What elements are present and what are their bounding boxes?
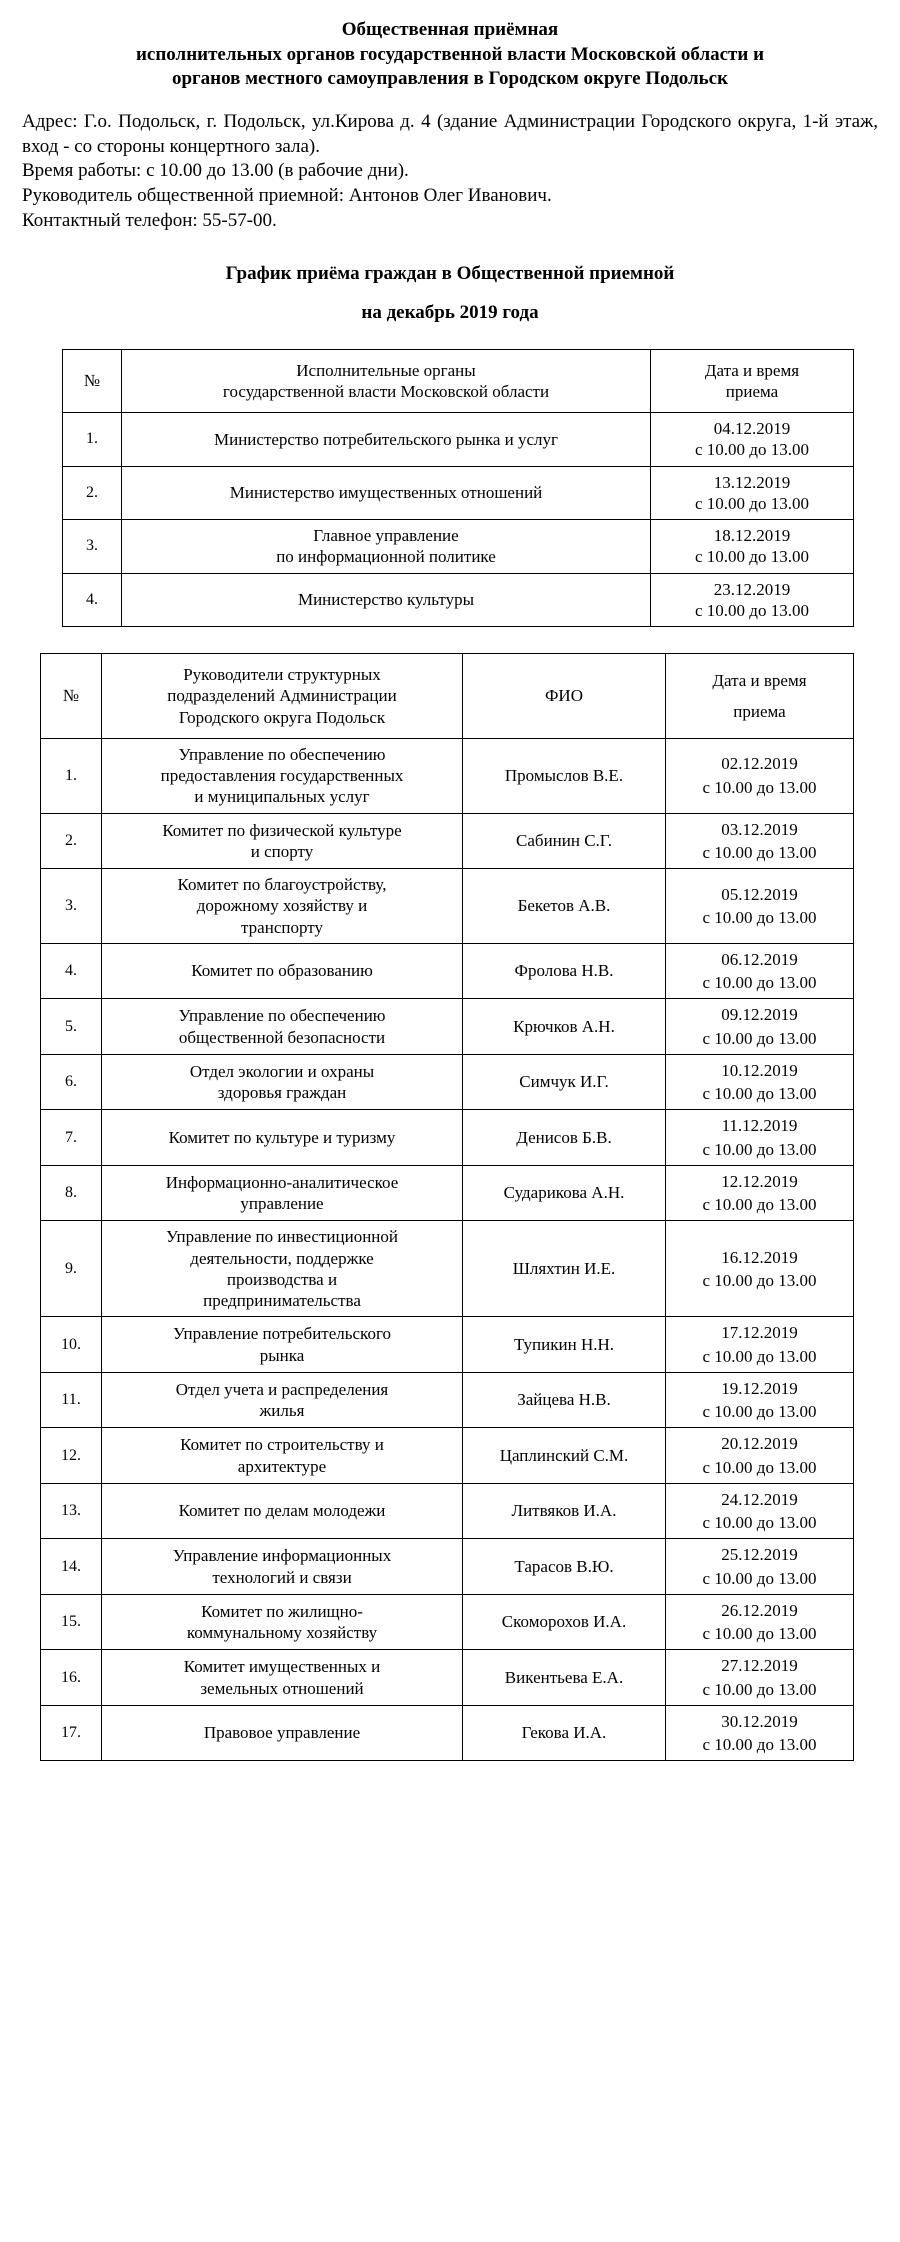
- row-department-line: Управление информационных: [172, 1546, 392, 1566]
- row-department: [102, 1317, 463, 1373]
- row-time: с 10.00 до 13.00: [695, 547, 809, 567]
- row-date-time: [666, 1594, 854, 1650]
- table-header-row: [63, 349, 854, 413]
- row-date: 13.12.2019: [713, 472, 791, 492]
- row-department-line: Комитет по образованию: [191, 961, 373, 981]
- row-date: 02.12.2019: [721, 754, 798, 774]
- row-department: [102, 1650, 463, 1706]
- table-row: [41, 1054, 854, 1110]
- row-date: 20.12.2019: [721, 1434, 798, 1454]
- row-date: 27.12.2019: [721, 1656, 798, 1676]
- row-number: 13.: [41, 1483, 102, 1539]
- row-number: 3.: [41, 869, 102, 944]
- table-row: [41, 1483, 854, 1539]
- row-organization-line: Главное управление: [313, 526, 459, 546]
- row-date-time: [666, 1372, 854, 1428]
- row-organization-line: Министерство имущественных отношений: [229, 483, 543, 503]
- header-department-line-2: подразделений Администрации: [167, 686, 397, 706]
- row-date: 24.12.2019: [721, 1489, 798, 1509]
- row-fio: Викентьева Е.А.: [463, 1650, 666, 1706]
- row-time: с 10.00 до 13.00: [695, 493, 809, 513]
- row-fio: Шляхтин И.Е.: [463, 1221, 666, 1317]
- row-date-time: [651, 413, 854, 467]
- row-date: 05.12.2019: [721, 884, 798, 904]
- row-fio: Денисов Б.В.: [463, 1110, 666, 1166]
- table-row: [41, 869, 854, 944]
- row-fio: Зайцева Н.В.: [463, 1372, 666, 1428]
- table-row: [63, 573, 854, 627]
- row-department: [102, 869, 463, 944]
- row-date-time: [666, 943, 854, 999]
- row-department-line: производства и: [226, 1269, 338, 1289]
- row-department: [102, 999, 463, 1055]
- row-number: 11.: [41, 1372, 102, 1428]
- row-time: с 10.00 до 13.00: [702, 1624, 817, 1644]
- row-fio: Тарасов В.Ю.: [463, 1539, 666, 1595]
- row-department-line: Комитет по делам молодежи: [178, 1501, 386, 1521]
- header-date-time: [651, 349, 854, 413]
- row-department: [102, 738, 463, 813]
- schedule-heading-main: График приёма граждан в Общественной приемной: [225, 262, 675, 284]
- row-time: с 10.00 до 13.00: [702, 777, 817, 797]
- row-number: 5.: [41, 999, 102, 1055]
- row-department: [102, 1110, 463, 1166]
- table-row: [41, 738, 854, 813]
- row-department-line: рынка: [259, 1345, 305, 1365]
- row-time: с 10.00 до 13.00: [702, 1195, 817, 1215]
- row-date: 04.12.2019: [713, 419, 791, 439]
- row-department: [102, 1705, 463, 1761]
- row-number: 7.: [41, 1110, 102, 1166]
- row-time: с 10.00 до 13.00: [702, 1402, 817, 1422]
- row-date-time: [666, 1317, 854, 1373]
- table-row: [41, 1428, 854, 1484]
- row-time: с 10.00 до 13.00: [702, 842, 817, 862]
- table-row: [41, 1372, 854, 1428]
- table-departments-wrapper: [22, 653, 878, 1761]
- header-date-line-2: приема: [733, 701, 786, 721]
- row-department-line: дорожному хозяйству и: [196, 896, 368, 916]
- row-department-line: Комитет по строительству и: [180, 1435, 384, 1455]
- row-fio: Гекова И.А.: [463, 1705, 666, 1761]
- page-title: [22, 18, 878, 92]
- row-fio: Литвяков И.А.: [463, 1483, 666, 1539]
- header-department: [102, 654, 463, 739]
- row-department-line: Комитет по физической культуре: [162, 820, 402, 840]
- row-number: 12.: [41, 1428, 102, 1484]
- row-department-line: земельных отношений: [200, 1678, 364, 1698]
- row-department-line: здоровья граждан: [217, 1083, 347, 1103]
- row-number: 9.: [41, 1221, 102, 1317]
- row-date: 03.12.2019: [721, 819, 798, 839]
- row-date-time: [666, 1650, 854, 1706]
- page-title-line-1: Общественная приёмная: [341, 19, 559, 40]
- row-fio: Сударикова А.Н.: [463, 1165, 666, 1221]
- row-date: 06.12.2019: [721, 949, 798, 969]
- schedule-heading: [22, 260, 878, 327]
- row-date-time: [666, 1539, 854, 1595]
- row-date-time: [666, 1483, 854, 1539]
- work-hours-text: Время работы: с 10.00 до 13.00 (в рабочие дни).: [22, 160, 409, 182]
- row-department-line: Отдел экологии и охраны: [189, 1061, 375, 1081]
- row-department: [102, 1594, 463, 1650]
- row-department-line: Комитет по жилищно-: [201, 1601, 363, 1621]
- row-time: с 10.00 до 13.00: [702, 973, 817, 993]
- row-fio: Фролова Н.В.: [463, 943, 666, 999]
- row-department-line: Комитет по культуре и туризму: [168, 1127, 396, 1147]
- row-date: 11.12.2019: [721, 1116, 798, 1136]
- row-time: с 10.00 до 13.00: [702, 1270, 817, 1290]
- row-organization-line: по информационной политике: [276, 547, 496, 567]
- table-row: [41, 1705, 854, 1761]
- row-department-line: технологий и связи: [212, 1567, 352, 1587]
- row-department-line: Комитет по благоустройству,: [177, 875, 387, 895]
- row-department-line: транспорту: [241, 917, 323, 937]
- table-row: [41, 1165, 854, 1221]
- table-state-bodies: [62, 349, 854, 628]
- row-department-line: Комитет имущественных и: [183, 1657, 381, 1677]
- header-department-line-1: Руководители структурных: [183, 665, 381, 685]
- table-state-bodies-wrapper: [22, 349, 878, 628]
- address-text: Адрес: Г.о. Подольск, г. Подольск, ул.Кирова д. 4 (здание Администрации Городского округа, 1-й этаж, вход - со стороны концертного зала).: [22, 111, 878, 157]
- row-fio: Крючков А.Н.: [463, 999, 666, 1055]
- row-time: с 10.00 до 13.00: [702, 1028, 817, 1048]
- row-department: [102, 1054, 463, 1110]
- row-time: с 10.00 до 13.00: [702, 1735, 817, 1755]
- table-departments-header: [41, 654, 854, 739]
- contact-phone-text: Контактный телефон: 55-57-00.: [22, 209, 277, 231]
- row-organization: [122, 413, 651, 467]
- header-number: №: [41, 654, 102, 739]
- row-fio: Бекетов А.В.: [463, 869, 666, 944]
- row-date-time: [666, 738, 854, 813]
- row-number: 6.: [41, 1054, 102, 1110]
- table-row: [41, 1650, 854, 1706]
- row-organization: [122, 573, 651, 627]
- table-row: [41, 1539, 854, 1595]
- row-department: [102, 1221, 463, 1317]
- row-department-line: Управление по обеспечению: [178, 744, 386, 764]
- table-row: [41, 1317, 854, 1373]
- row-date-time: [666, 1165, 854, 1221]
- row-time: с 10.00 до 13.00: [702, 907, 817, 927]
- row-date-time: [651, 520, 854, 574]
- row-department-line: коммунальному хозяйству: [186, 1623, 378, 1643]
- row-department-line: архитектуре: [237, 1456, 327, 1476]
- row-date-time: [666, 1110, 854, 1166]
- row-department-line: Правовое управление: [203, 1723, 361, 1743]
- row-date-time: [651, 466, 854, 520]
- header-date-line-1: Дата и время: [704, 360, 800, 380]
- row-date-time: [666, 813, 854, 869]
- row-department-line: деятельности, поддержке: [190, 1248, 374, 1268]
- row-date: 18.12.2019: [713, 526, 791, 546]
- row-fio: Симчук И.Г.: [463, 1054, 666, 1110]
- row-time: с 10.00 до 13.00: [702, 1568, 817, 1588]
- row-organization: [122, 520, 651, 574]
- row-department-line: предпринимательства: [203, 1291, 361, 1311]
- header-date-line-1: Дата и время: [712, 670, 807, 690]
- row-number: 8.: [41, 1165, 102, 1221]
- table-state-bodies-header: [63, 349, 854, 413]
- row-fio: Сабинин С.Г.: [463, 813, 666, 869]
- row-date-time: [666, 1221, 854, 1317]
- row-organization: [122, 466, 651, 520]
- table-departments-body: [41, 738, 854, 1761]
- schedule-heading-sub: на декабрь 2019 года: [361, 302, 539, 324]
- table-row: [41, 1594, 854, 1650]
- row-date: 26.12.2019: [721, 1600, 798, 1620]
- row-department: [102, 1483, 463, 1539]
- row-department-line: Управление потребительского: [172, 1324, 391, 1344]
- row-number: 14.: [41, 1539, 102, 1595]
- row-date: 12.12.2019: [721, 1171, 798, 1191]
- row-date: 25.12.2019: [721, 1545, 798, 1565]
- row-number: 2.: [63, 466, 122, 520]
- table-row: [41, 1221, 854, 1317]
- row-department-line: общественной безопасности: [178, 1027, 386, 1047]
- row-date: 09.12.2019: [721, 1005, 798, 1025]
- header-fio: ФИО: [463, 654, 666, 739]
- row-time: с 10.00 до 13.00: [702, 1513, 817, 1533]
- header-organization-line-2: государственной власти Московской области: [222, 381, 550, 401]
- header-department-line-3: Городского округа Подольск: [178, 707, 386, 727]
- table-row: [41, 943, 854, 999]
- table-departments: [40, 653, 854, 1761]
- table-row: [63, 466, 854, 520]
- row-date-time: [666, 1428, 854, 1484]
- row-department-line: и спорту: [250, 841, 314, 861]
- header-date-line-2: приема: [725, 381, 779, 401]
- row-number: 4.: [41, 943, 102, 999]
- intro-block: [22, 110, 878, 233]
- row-date: 10.12.2019: [721, 1060, 798, 1080]
- header-date-time: [666, 654, 854, 739]
- row-date-time: [666, 869, 854, 944]
- row-date: 23.12.2019: [713, 579, 791, 599]
- row-time: с 10.00 до 13.00: [702, 1139, 817, 1159]
- row-department: [102, 1428, 463, 1484]
- row-date-time: [666, 1705, 854, 1761]
- row-department-line: Управление по обеспечению: [178, 1006, 386, 1026]
- row-fio: Цаплинский С.М.: [463, 1428, 666, 1484]
- table-row: [63, 413, 854, 467]
- row-number: 4.: [63, 573, 122, 627]
- row-number: 1.: [63, 413, 122, 467]
- row-department-line: Информационно-аналитическое: [165, 1172, 399, 1192]
- row-time: с 10.00 до 13.00: [695, 440, 809, 460]
- table-row: [41, 813, 854, 869]
- row-department-line: и муниципальных услуг: [194, 787, 370, 807]
- row-department: [102, 1372, 463, 1428]
- row-time: с 10.00 до 13.00: [702, 1679, 817, 1699]
- table-row: [41, 1110, 854, 1166]
- row-date-time: [651, 573, 854, 627]
- row-department: [102, 1539, 463, 1595]
- row-department-line: Управление по инвестиционной: [165, 1227, 398, 1247]
- table-state-bodies-body: [63, 413, 854, 627]
- table-row: [41, 999, 854, 1055]
- row-number: 16.: [41, 1650, 102, 1706]
- row-number: 1.: [41, 738, 102, 813]
- table-header-row: [41, 654, 854, 739]
- row-department-line: предоставления государственных: [160, 766, 404, 786]
- row-number: 3.: [63, 520, 122, 574]
- row-date-time: [666, 1054, 854, 1110]
- row-organization-line: Министерство потребительского рынка и услуг: [214, 429, 558, 449]
- row-date: 30.12.2019: [721, 1711, 798, 1731]
- row-fio: Промыслов В.Е.: [463, 738, 666, 813]
- row-date: 19.12.2019: [721, 1378, 798, 1398]
- row-time: с 10.00 до 13.00: [702, 1346, 817, 1366]
- row-number: 17.: [41, 1705, 102, 1761]
- row-date: 17.12.2019: [721, 1323, 798, 1343]
- row-number: 10.: [41, 1317, 102, 1373]
- row-department: [102, 943, 463, 999]
- header-organization-line-1: Исполнительные органы: [296, 360, 476, 380]
- row-time: с 10.00 до 13.00: [702, 1084, 817, 1104]
- row-number: 15.: [41, 1594, 102, 1650]
- row-fio: Скоморохов И.А.: [463, 1594, 666, 1650]
- row-time: с 10.00 до 13.00: [695, 600, 809, 620]
- head-of-office-text: Руководитель общественной приемной: Антонов Олег Иванович.: [22, 185, 552, 207]
- row-department-line: Отдел учета и распределения: [175, 1379, 389, 1399]
- row-number: 2.: [41, 813, 102, 869]
- row-department-line: управление: [240, 1194, 324, 1214]
- page-title-line-3: органов местного самоуправления в Городском округе Подольск: [171, 68, 729, 90]
- row-time: с 10.00 до 13.00: [702, 1457, 817, 1477]
- row-department: [102, 813, 463, 869]
- row-organization-line: Министерство культуры: [297, 590, 475, 610]
- table-row: [63, 520, 854, 574]
- page-title-line-2: исполнительных органов государственной власти Московской области и: [135, 43, 765, 65]
- header-organization: [122, 349, 651, 413]
- header-number: №: [63, 349, 122, 413]
- row-date-time: [666, 999, 854, 1055]
- row-fio: Тупикин Н.Н.: [463, 1317, 666, 1373]
- row-date: 16.12.2019: [721, 1247, 798, 1267]
- row-department-line: жилья: [259, 1401, 305, 1421]
- row-department: [102, 1165, 463, 1221]
